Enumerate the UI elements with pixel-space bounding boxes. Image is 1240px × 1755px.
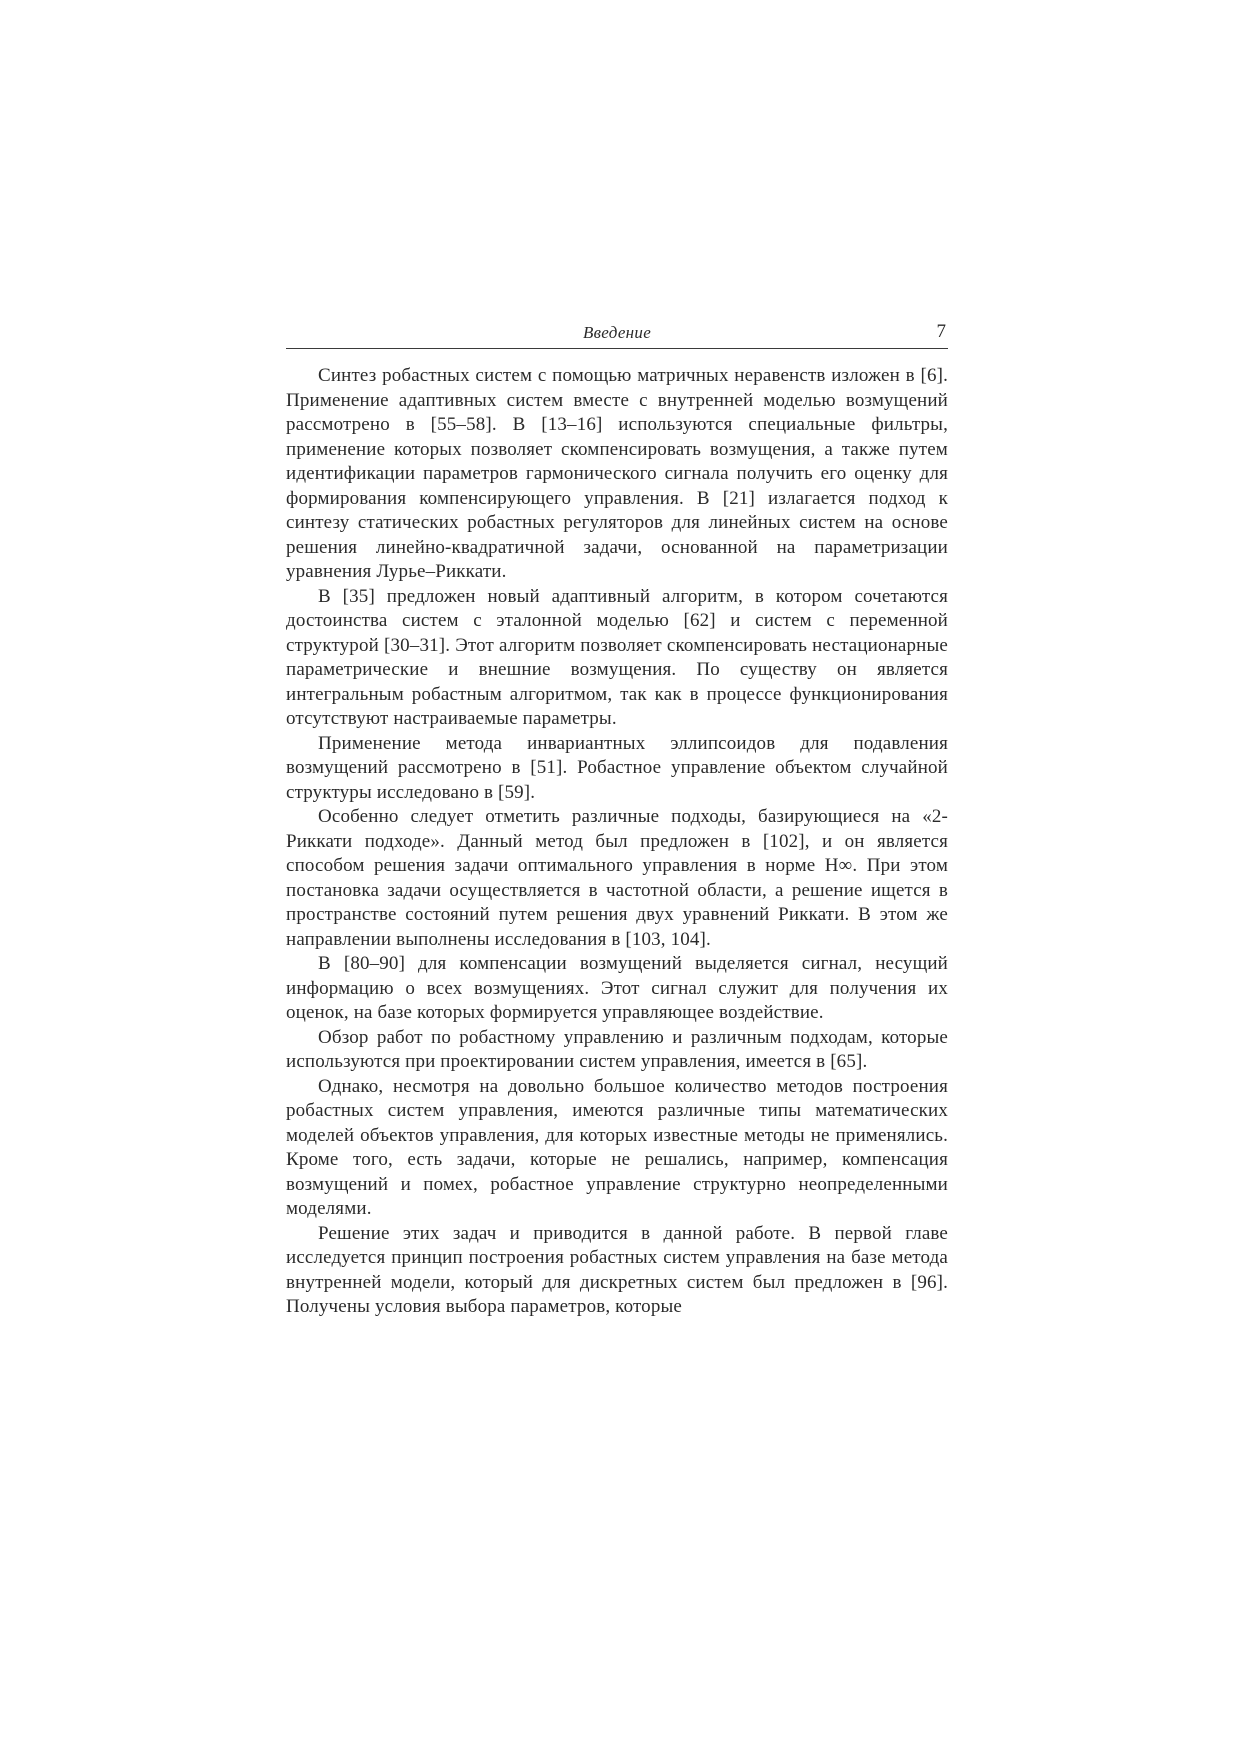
- paragraph: Обзор работ по робастному управлению и различным подходам, которые используются при проектировании систем управления, имеется в [65].: [286, 1026, 948, 1072]
- body-text: [286, 364, 948, 1320]
- paragraph: В [80–90] для компенсации возмущений выделяется сигнал, несущий информацию о всех возмущениях. Этот сигнал служит для получения их оценок, на базе которых формируется управляющее воздействие.: [286, 953, 948, 1023]
- paragraph: В [35] предложен новый адаптивный алгоритм, в котором сочетаются достоинства систем с эталонной моделью [62] и систем с переменной структурой [30–31]. Этот алгоритм позволяет скомпенсировать нестационарные параметрические и внешние возмущения. По существу он является интегральным робастным алгоритмом, так как в процессе функционирования отсутствуют настраиваемые параметры.: [286, 585, 948, 729]
- page-number: 7: [936, 321, 946, 342]
- paragraph: Однако, несмотря на довольно большое количество методов построения робастных систем управления, имеются различные типы математических моделей объектов управления, для которых известные методы не применялись. Кроме того, есть задачи, которые не решались, например, компенсация возмущений и помех, робастное управление структурно неопределенными моделями.: [286, 1075, 948, 1219]
- paragraph: Применение метода инвариантных эллипсоидов для подавления возмущений рассмотрено в [51]. Робастное управление объектом случайной структуры исследовано в [59].: [286, 732, 948, 803]
- paragraph: Особенно следует отметить различные подходы, базирующиеся на «2-Риккати подходе». Данный метод был предложен в [102], и он является способом решения задачи оптимального управления в норме H∞. При этом постановка задачи осуществляется в частотной области, а решение ищется в пространстве состояний путем решения двух уравнений Риккати. В этом же направлении выполнены исследования в [103, 104].: [286, 806, 948, 950]
- paragraph: Синтез робастных систем с помощью матричных неравенств изложен в [6]. Применение адаптивных систем вместе с внутренней моделью возмущений рассмотрено в [55–58]. В [13–16] используются специальные фильтры, применение которых позволяет скомпенсировать возмущения, а также путем идентификации параметров гармонического сигнала получить его оценку для формирования компенсирующего управления. В [21] излагается подход к синтезу статических робастных регуляторов для линейных систем на основе решения линейно-квадратичной задачи, основанной на параметризации уравнения Лурье–Риккати.: [286, 365, 948, 582]
- paragraph: Решение этих задач и приводится в данной работе. В первой главе исследуется принцип построения робастных систем управления на базе метода внутренней модели, который для дискретных систем был предложен в [96]. Получены условия выбора параметров, которые: [286, 1222, 948, 1317]
- running-title: Введение: [582, 323, 652, 342]
- running-header: [286, 318, 948, 349]
